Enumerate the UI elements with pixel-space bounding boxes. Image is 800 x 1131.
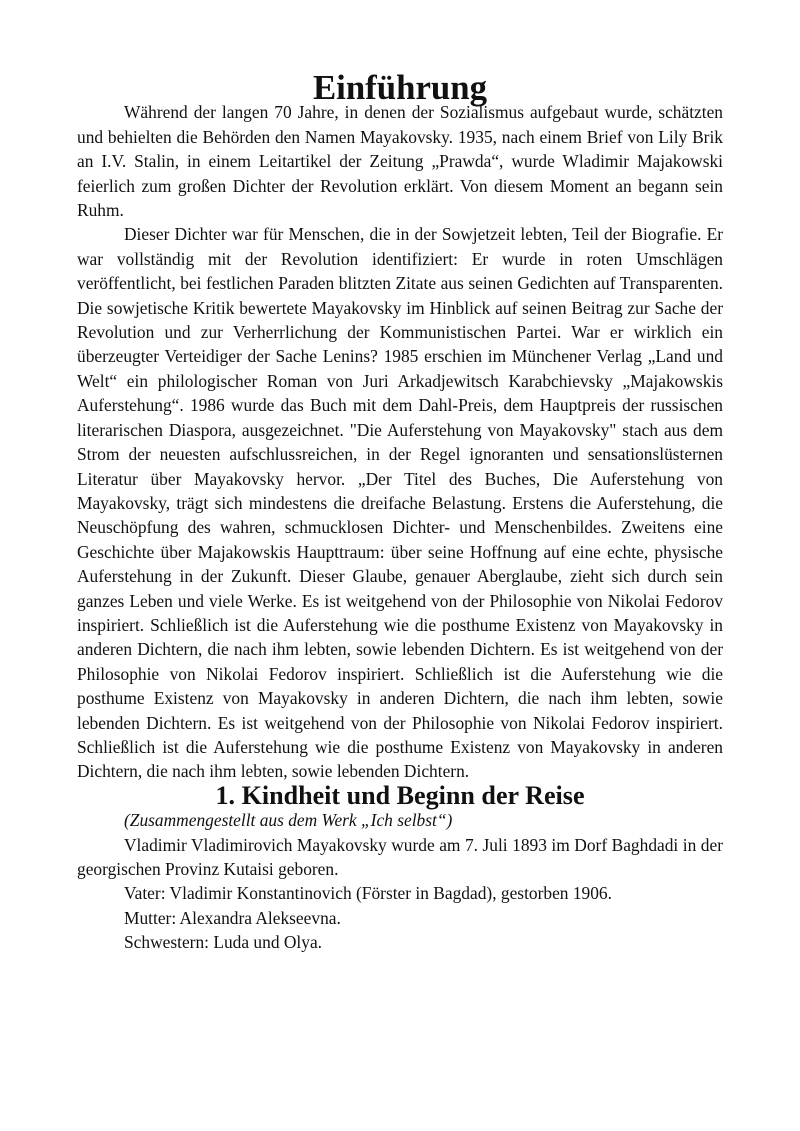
intro-paragraph-2: Dieser Dichter war für Menschen, die in der Sowjetzeit lebten, Teil der Biografie. Er war vollständig mit der Revolution identifiziert: Er wurde in roten Umschlägen veröffentlicht, bei festlichen Paraden blitzten Zitate aus seinen Gedichten auf Transparenten. Die sowjetische Kritik bewertete Mayakovsky im Hinblick auf seinen Beitrag zur Sache der Revolution und zur Verherrlichung der Kommunistischen Partei. War er wirklich ein überzeugter Verteidiger der Sache Lenins? 1985 erschien im Münchener Verlag „Land und Welt“ ein philologischer Roman von Juri Arkadjewitsch Karabchievsky „Majakowskis Auferstehung“. 1986 wurde das Buch mit dem Dahl-Preis, dem Hauptpreis der russischen literarischen Diaspora, ausgezeichnet. "Die Auferstehung von Mayakovsky" stach aus dem Strom der neuesten aufschlussreichen, in der Regel ignoranten und sensationslüsternen Literatur über Mayakovsky hervor. „Der Titel des Buches, Die Auferstehung von Mayakovsky, trägt sich mindestens die dreifache Belastung. Erstens die Auferstehung, die Neuschöpfung des wahren, schmucklosen Dichter- und Menschenbildes. Zweitens eine Geschichte über Majakowskis Haupttraum: über seine Hoffnung auf eine echte, physische Auferstehung in der Zukunft. Dieser Glaube, genauer Aberglaube, zieht sich durch sein ganzes Leben und viele Werke. Es ist weitgehend von der Philosophie von Nikolai Fedorov inspiriert. Schließlich ist die Auferstehung wie die posthume Existenz von Mayakovsky in anderen Dichtern, die nach ihm lebten, sowie lebenden Dichtern. Es ist weitgehend von der Philosophie von Nikolai Fedorov inspiriert. Schließlich ist die Auferstehung wie die posthume Existenz von Mayakovsky in anderen Dichtern, die nach ihm lebten, sowie lebenden Dichtern. Es ist weitgehend von der Philosophie von Nikolai Fedorov inspiriert. Schließlich ist die Auferstehung wie die posthume Existenz von Mayakovsky in anderen Dichtern, die nach ihm lebten, sowie lebenden Dichtern.: [77, 224, 723, 782]
family-mother: Mutter: Alexandra Alekseevna.: [124, 907, 341, 928]
birth-paragraph: Vladimir Vladimirovich Mayakovsky wurde am 7. Juli 1893 im Dorf Baghdadi in der georgischen Provinz Kutaisi geboren.: [77, 834, 723, 879]
intro-heading: Einführung: [312, 68, 488, 107]
family-father: Vater: Vladimir Konstantinovich (Förster in Bagdad), gestorben 1906.: [124, 883, 612, 904]
chapter-heading: 1. Kindheit und Beginn der Reise: [215, 780, 585, 810]
intro-paragraph-1: Während der langen 70 Jahre, in denen der Sozialismus aufgebaut wurde, schätzten und behielten die Behörden den Namen Mayakovsky. 1935, nach einem Brief von Lily Brik an I.V. Stalin, in einem Leitartikel der Zeitung „Prawda“, wurde Wladimir Majakowski feierlich zum großen Dichter der Revolution erklärt. Von diesem Moment an begann sein Ruhm.: [77, 102, 723, 221]
document-page: [77, 68, 723, 955]
family-sisters: Schwestern: Luda und Olya.: [124, 932, 323, 953]
chapter-note: (Zusammengestellt aus dem Werk „Ich selbst“): [124, 810, 453, 831]
